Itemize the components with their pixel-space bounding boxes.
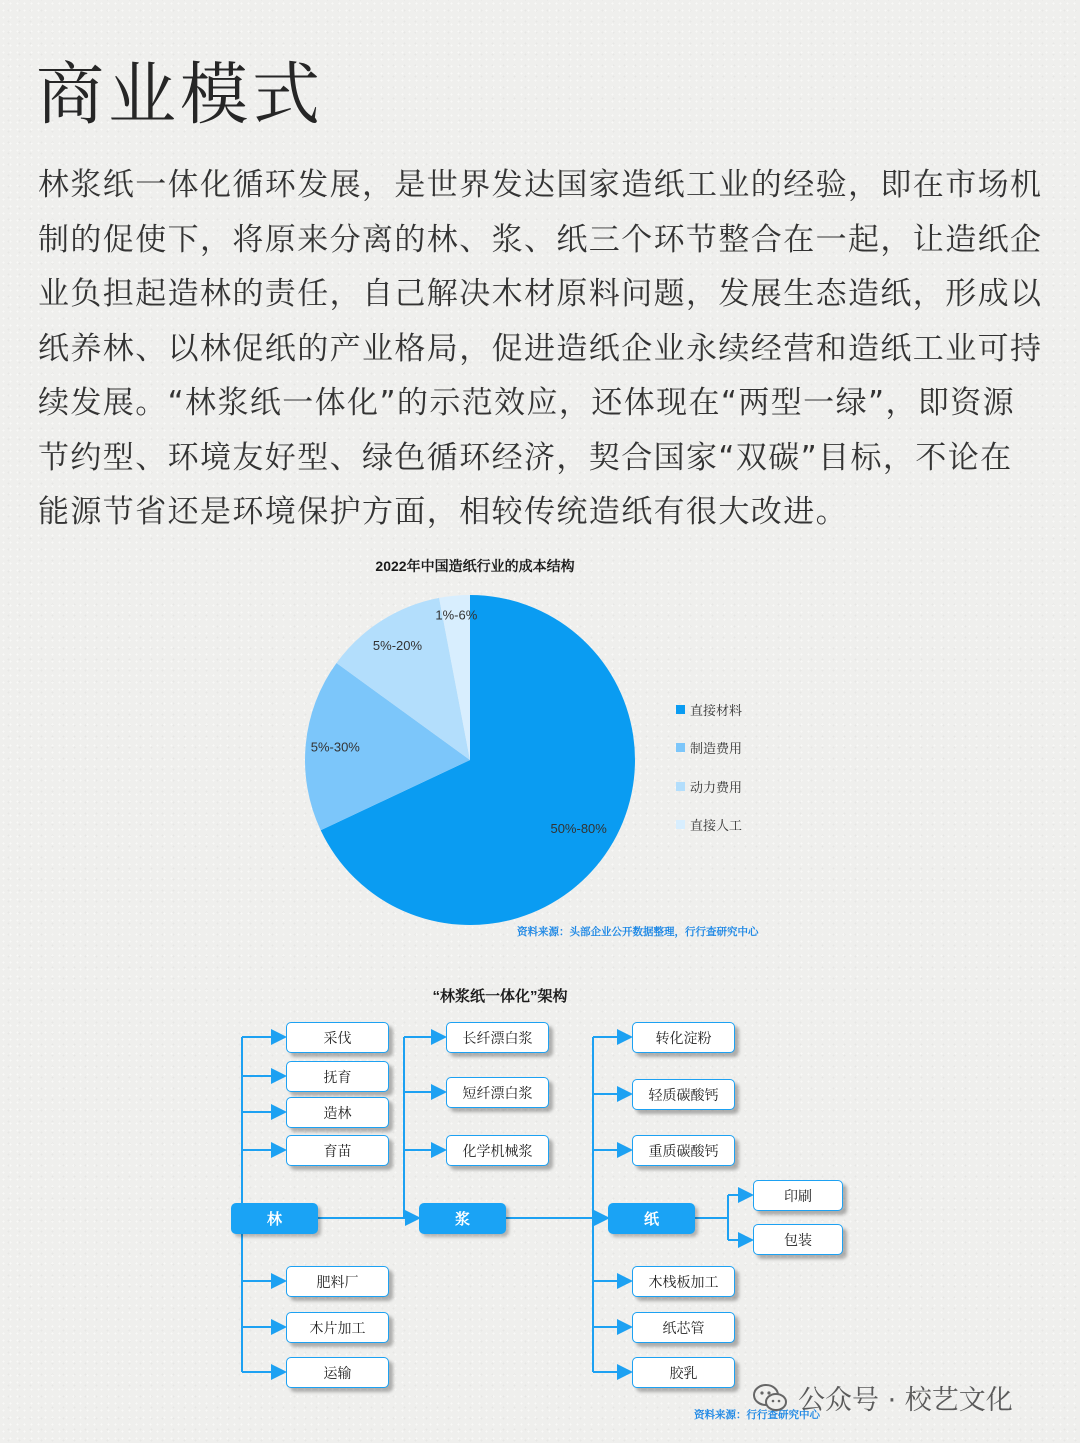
node-long-fiber-bleached-pulp: 长纤漂白浆 — [446, 1022, 549, 1053]
legend-label: 直接材料 — [690, 702, 743, 718]
legend-swatch — [676, 705, 685, 714]
pie-data-label: 1%-6% — [435, 607, 478, 623]
legend-swatch — [676, 820, 685, 829]
legend-item-direct-materials — [676, 690, 742, 729]
node-seedling: 育苗 — [286, 1135, 389, 1166]
node-wood-pallet-processing: 木栈板加工 — [632, 1266, 735, 1297]
cost-structure-chart-title: 2022年中国造纸行业的成本结构 — [375, 558, 575, 574]
node-packaging: 包装 — [753, 1224, 843, 1255]
page-title: 商业模式 — [36, 56, 325, 135]
node-heavy-calcium-carbonate: 重质碳酸钙 — [632, 1135, 735, 1166]
legend-item-direct-labor — [676, 806, 742, 845]
wechat-icon — [752, 1383, 788, 1413]
node-harvesting: 采伐 — [286, 1022, 389, 1053]
node-short-fiber-bleached-pulp: 短纤漂白浆 — [446, 1077, 549, 1108]
legend-swatch — [676, 782, 685, 791]
pie-data-label: 5%-20% — [372, 637, 423, 653]
hub-forest: 林 — [231, 1203, 318, 1234]
legend-label: 直接人工 — [690, 818, 743, 834]
account-watermark — [752, 1378, 1013, 1417]
node-chemi-mechanical-pulp: 化学机械浆 — [446, 1135, 549, 1166]
diagram-source-note: 资料来源：行行查研究中心 — [694, 1409, 820, 1421]
integration-diagram-title: “林浆纸一体化”架构 — [432, 988, 568, 1005]
hub-pulp: 浆 — [419, 1203, 506, 1234]
node-printing: 印刷 — [753, 1180, 843, 1211]
intro-paragraph: 林浆纸一体化循环发展，是世界发达国家造纸工业的经验，即在市场机制的促使下，将原来分离的林、浆、纸三个环节整合在一起，让造纸企业负担起造林的责任，自己解决木材原料问题，发展生态造纸，形成以纸养林、以林促纸的产业格局，促进造纸企业永续经营和造纸工业可持续发展。“林浆纸一体化”的示范效应，还体现在“两型一绿”，即资源节约型、环境友好型、绿色循环经济，契合国家“双碳”目标，不论在能源节省还是环境保护方面，相较传统造纸有很大改进。 — [38, 167, 1043, 530]
node-latex: 胶乳 — [632, 1357, 735, 1388]
pie-legend — [676, 690, 742, 844]
node-paper-core-tube: 纸芯管 — [632, 1312, 735, 1343]
legend-swatch — [676, 743, 685, 752]
node-wood-chip-processing: 木片加工 — [286, 1312, 389, 1343]
node-transport: 运输 — [286, 1357, 389, 1388]
pie-data-label: 5%-30% — [310, 739, 360, 755]
legend-item-manufacturing-cost — [676, 729, 742, 768]
node-modified-starch: 转化淀粉 — [632, 1022, 735, 1053]
hub-paper: 纸 — [608, 1203, 695, 1234]
node-afforestation: 造林 — [286, 1097, 389, 1128]
legend-item-power-cost — [676, 767, 742, 806]
pie-source-note: 资料来源：头部企业公开数据整理，行行查研究中心 — [517, 926, 759, 938]
node-light-calcium-carbonate: 轻质碳酸钙 — [632, 1079, 735, 1110]
legend-label: 动力费用 — [690, 779, 743, 795]
cost-structure-pie-chart — [290, 580, 650, 940]
node-tending: 抚育 — [286, 1061, 389, 1092]
node-fertilizer-plant: 肥料厂 — [286, 1266, 389, 1297]
legend-label: 制造费用 — [690, 741, 743, 757]
pie-data-label: 50%-80% — [550, 820, 607, 836]
watermark-text: 公众号 · 校艺文化 — [798, 1385, 1013, 1416]
